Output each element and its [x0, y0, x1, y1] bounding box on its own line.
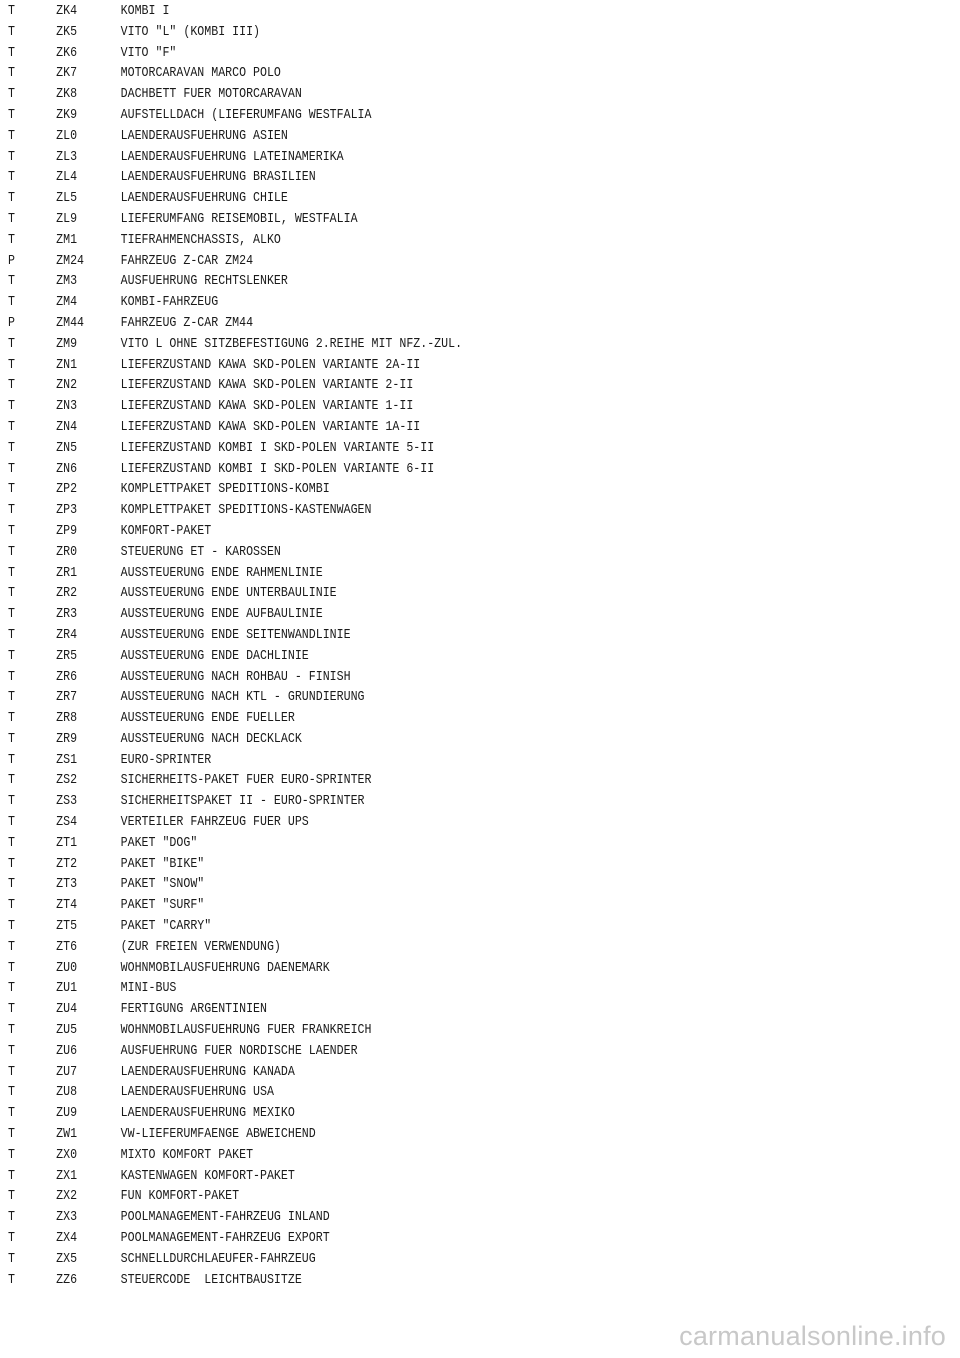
row-type: T — [8, 607, 15, 623]
row-description: STEUERCODE LEICHTBAUSITZE — [120, 1272, 302, 1288]
row-description: AUFSTELLDACH (LIEFERUMFANG WESTFALIA — [120, 107, 372, 123]
row-code: ZU8 — [56, 1085, 78, 1101]
row-code: ZL3 — [56, 149, 78, 165]
row-code: ZR5 — [56, 648, 78, 664]
row-code: ZU5 — [56, 1023, 78, 1039]
row-code: ZP9 — [56, 523, 78, 539]
row-code: ZR8 — [56, 711, 78, 727]
row-type: T — [8, 773, 15, 789]
row-type: T — [8, 378, 15, 394]
row-type: T — [8, 274, 15, 290]
row-code: ZU1 — [56, 981, 78, 997]
row-description: KOMPLETTPAKET SPEDITIONS-KASTENWAGEN — [120, 503, 372, 519]
row-description: AUSSTEUERUNG NACH ROHBAU - FINISH — [120, 669, 351, 685]
row-description: AUSSTEUERUNG ENDE AUFBAULINIE — [120, 607, 323, 623]
row-type: T — [8, 669, 15, 685]
row-code: ZK4 — [56, 4, 78, 19]
row-code: ZR9 — [56, 731, 78, 747]
row-type: T — [8, 4, 15, 19]
row-description: FAHRZEUG Z-CAR ZM24 — [120, 253, 254, 269]
row-description: FAHRZEUG Z-CAR ZM44 — [120, 315, 254, 331]
row-description: AUSSTEUERUNG ENDE DACHLINIE — [120, 648, 309, 664]
row-type: T — [8, 627, 15, 643]
row-type: T — [8, 440, 15, 456]
row-description: MOTORCARAVAN MARCO POLO — [120, 66, 281, 82]
row-code: ZT5 — [56, 919, 78, 935]
row-type: T — [8, 544, 15, 560]
row-type: T — [8, 295, 15, 311]
row-type: T — [8, 690, 15, 706]
row-code: ZL9 — [56, 211, 78, 227]
row-type: T — [8, 87, 15, 103]
row-code: ZT3 — [56, 877, 78, 893]
row-description: DACHBETT FUER MOTORCARAVAN — [120, 87, 302, 103]
row-description: LIEFERZUSTAND KOMBI I SKD-POLEN VARIANTE 5-II — [120, 440, 435, 456]
row-description: WOHNMOBILAUSFUEHRUNG FUER FRANKREICH — [120, 1023, 372, 1039]
row-code: ZK7 — [56, 66, 78, 82]
row-code: ZR3 — [56, 607, 78, 623]
row-type: T — [8, 107, 15, 123]
row-type: T — [8, 898, 15, 914]
row-code: ZR2 — [56, 586, 78, 602]
row-code: ZN5 — [56, 440, 78, 456]
row-description: LAENDERAUSFUEHRUNG KANADA — [120, 1064, 295, 1080]
row-description: KOMPLETTPAKET SPEDITIONS-KOMBI — [120, 482, 330, 498]
row-code: ZS2 — [56, 773, 78, 789]
row-code: ZX1 — [56, 1168, 78, 1184]
row-description: POOLMANAGEMENT-FAHRZEUG INLAND — [120, 1210, 330, 1226]
row-description: AUSSTEUERUNG NACH DECKLACK — [120, 731, 302, 747]
row-type: T — [8, 565, 15, 581]
row-description: PAKET "SURF" — [120, 898, 205, 914]
row-description: PAKET "BIKE" — [120, 856, 205, 872]
row-type: T — [8, 357, 15, 373]
row-code: ZK8 — [56, 87, 78, 103]
row-code: ZN2 — [56, 378, 78, 394]
row-description: AUSSTEUERUNG ENDE UNTERBAULINIE — [120, 586, 337, 602]
row-description: AUSFUEHRUNG FUER NORDISCHE LAENDER — [120, 1043, 358, 1059]
row-description: VW-LIEFERUMFAENGE ABWEICHEND — [120, 1127, 316, 1143]
row-description: KASTENWAGEN KOMFORT-PAKET — [120, 1168, 295, 1184]
row-code: ZL4 — [56, 170, 78, 186]
row-code: ZT1 — [56, 835, 78, 851]
watermark: carmanualsonline.info — [679, 1321, 946, 1351]
row-type: T — [8, 1168, 15, 1184]
row-code: ZK6 — [56, 45, 78, 61]
row-code: ZS3 — [56, 794, 78, 810]
row-code: ZM44 — [56, 315, 85, 331]
row-description: FERTIGUNG ARGENTINIEN — [120, 1002, 267, 1018]
row-code: ZU6 — [56, 1043, 78, 1059]
row-code: ZS4 — [56, 815, 78, 831]
row-type: T — [8, 1002, 15, 1018]
row-description: LIEFERZUSTAND KAWA SKD-POLEN VARIANTE 1-II — [120, 399, 414, 415]
row-type: T — [8, 1106, 15, 1122]
row-code: ZN6 — [56, 461, 78, 477]
row-type: T — [8, 877, 15, 893]
row-code: ZX0 — [56, 1147, 78, 1163]
row-description: KOMFORT-PAKET — [120, 523, 212, 539]
row-code: ZM4 — [56, 295, 78, 311]
row-type: T — [8, 461, 15, 477]
row-type: T — [8, 1147, 15, 1163]
row-description: LIEFERZUSTAND KAWA SKD-POLEN VARIANTE 1A-II — [120, 419, 421, 435]
row-description: LAENDERAUSFUEHRUNG MEXIKO — [120, 1106, 295, 1122]
row-code: ZX3 — [56, 1210, 78, 1226]
row-description: PAKET "DOG" — [120, 835, 198, 851]
row-type: T — [8, 523, 15, 539]
row-type: T — [8, 232, 15, 248]
row-code: ZN3 — [56, 399, 78, 415]
row-type: T — [8, 1251, 15, 1267]
row-type: T — [8, 419, 15, 435]
row-type: T — [8, 45, 15, 61]
row-type: T — [8, 211, 15, 227]
row-code: ZN1 — [56, 357, 78, 373]
row-description: MIXTO KOMFORT PAKET — [120, 1147, 254, 1163]
row-code: ZU0 — [56, 960, 78, 976]
row-code: ZN4 — [56, 419, 78, 435]
row-code: ZM9 — [56, 336, 78, 352]
row-description: VITO "L" (KOMBI III) — [120, 24, 261, 40]
row-code: ZU7 — [56, 1064, 78, 1080]
row-type: T — [8, 794, 15, 810]
row-description: LIEFERUMFANG REISEMOBIL, WESTFALIA — [120, 211, 358, 227]
row-type: T — [8, 170, 15, 186]
row-description: AUSSTEUERUNG ENDE SEITENWANDLINIE — [120, 627, 351, 643]
row-code: ZR1 — [56, 565, 78, 581]
row-code: ZT2 — [56, 856, 78, 872]
row-code: ZR6 — [56, 669, 78, 685]
row-type: T — [8, 939, 15, 955]
row-type: T — [8, 149, 15, 165]
row-description: PAKET "SNOW" — [120, 877, 205, 893]
row-type: T — [8, 960, 15, 976]
row-code: ZL0 — [56, 128, 78, 144]
row-type: T — [8, 586, 15, 602]
row-description: KOMBI-FAHRZEUG — [120, 295, 219, 311]
row-code: ZS1 — [56, 752, 78, 768]
row-type: T — [8, 24, 15, 40]
row-code: ZU4 — [56, 1002, 78, 1018]
row-description: AUSSTEUERUNG ENDE FUELLER — [120, 711, 295, 727]
row-type: T — [8, 648, 15, 664]
row-description: AUSFUEHRUNG RECHTSLENKER — [120, 274, 288, 290]
row-description: PAKET "CARRY" — [120, 919, 212, 935]
row-type: T — [8, 1210, 15, 1226]
row-code: ZR4 — [56, 627, 78, 643]
row-code: ZT6 — [56, 939, 78, 955]
row-description: LIEFERZUSTAND KAWA SKD-POLEN VARIANTE 2A-II — [120, 357, 421, 373]
row-description: LAENDERAUSFUEHRUNG USA — [120, 1085, 274, 1101]
row-type: T — [8, 503, 15, 519]
row-description: (ZUR FREIEN VERWENDUNG) — [120, 939, 281, 955]
row-code: ZX4 — [56, 1231, 78, 1247]
row-code: ZP3 — [56, 503, 78, 519]
row-type: T — [8, 815, 15, 831]
row-description: MINI-BUS — [120, 981, 177, 997]
row-code: ZP2 — [56, 482, 78, 498]
row-code: ZM1 — [56, 232, 78, 248]
row-description: LAENDERAUSFUEHRUNG CHILE — [120, 191, 288, 207]
row-type: T — [8, 856, 15, 872]
row-description: VERTEILER FAHRZEUG FUER UPS — [120, 815, 309, 831]
row-description: SICHERHEITSPAKET II - EURO-SPRINTER — [120, 794, 365, 810]
row-type: T — [8, 1272, 15, 1288]
row-description: AUSSTEUERUNG ENDE RAHMENLINIE — [120, 565, 323, 581]
row-type: T — [8, 336, 15, 352]
row-description: TIEFRAHMENCHASSIS, ALKO — [120, 232, 281, 248]
row-code: ZR7 — [56, 690, 78, 706]
row-code: ZX2 — [56, 1189, 78, 1205]
row-type: T — [8, 1231, 15, 1247]
row-description: WOHNMOBILAUSFUEHRUNG DAENEMARK — [120, 960, 330, 976]
row-type: T — [8, 1189, 15, 1205]
row-type: P — [8, 253, 15, 269]
row-code: ZL5 — [56, 191, 78, 207]
row-description: EURO-SPRINTER — [120, 752, 212, 768]
row-description: SICHERHEITS-PAKET FUER EURO-SPRINTER — [120, 773, 372, 789]
row-type: T — [8, 731, 15, 747]
row-type: T — [8, 1127, 15, 1143]
row-type: T — [8, 1064, 15, 1080]
row-type: T — [8, 128, 15, 144]
row-type: T — [8, 1023, 15, 1039]
row-type: P — [8, 315, 15, 331]
row-description: LIEFERZUSTAND KAWA SKD-POLEN VARIANTE 2-II — [120, 378, 414, 394]
row-description: KOMBI I — [120, 4, 170, 19]
row-description: LIEFERZUSTAND KOMBI I SKD-POLEN VARIANTE 6-II — [120, 461, 435, 477]
row-description: STEUERUNG ET - KAROSSEN — [120, 544, 281, 560]
row-type: T — [8, 1043, 15, 1059]
row-code: ZK5 — [56, 24, 78, 40]
row-code: ZU9 — [56, 1106, 78, 1122]
row-description: VITO "F" — [120, 45, 177, 61]
row-type: T — [8, 711, 15, 727]
row-type: T — [8, 66, 15, 82]
row-type: T — [8, 1085, 15, 1101]
row-code: ZT4 — [56, 898, 78, 914]
row-description: POOLMANAGEMENT-FAHRZEUG EXPORT — [120, 1231, 330, 1247]
row-type: T — [8, 399, 15, 415]
row-type: T — [8, 752, 15, 768]
row-description: AUSSTEUERUNG NACH KTL - GRUNDIERUNG — [120, 690, 365, 706]
row-type: T — [8, 835, 15, 851]
row-description: LAENDERAUSFUEHRUNG LATEINAMERIKA — [120, 149, 344, 165]
row-type: T — [8, 191, 15, 207]
row-description: LAENDERAUSFUEHRUNG ASIEN — [120, 128, 288, 144]
row-type: T — [8, 482, 15, 498]
row-type: T — [8, 919, 15, 935]
row-code: ZR0 — [56, 544, 78, 560]
row-code: ZZ6 — [56, 1272, 78, 1288]
row-description: FUN KOMFORT-PAKET — [120, 1189, 240, 1205]
row-code: ZM24 — [56, 253, 85, 269]
row-code: ZW1 — [56, 1127, 78, 1143]
row-code: ZK9 — [56, 107, 78, 123]
row-description: SCHNELLDURCHLAEUFER-FAHRZEUG — [120, 1251, 316, 1267]
row-code: ZX5 — [56, 1251, 78, 1267]
row-description: VITO L OHNE SITZBEFESTIGUNG 2.REIHE MIT NFZ.-ZUL. — [120, 336, 463, 352]
row-type: T — [8, 981, 15, 997]
row-code: ZM3 — [56, 274, 78, 290]
row-description: LAENDERAUSFUEHRUNG BRASILIEN — [120, 170, 316, 186]
